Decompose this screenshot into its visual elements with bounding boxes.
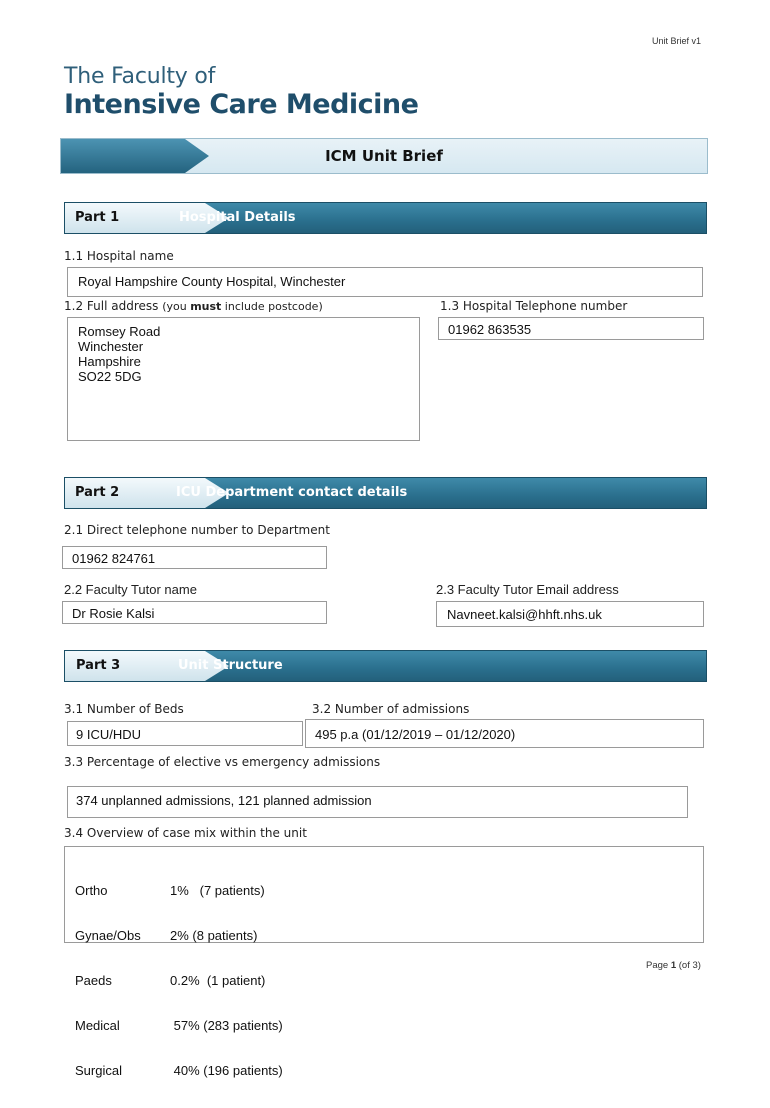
beds-field[interactable] <box>67 721 303 746</box>
title-banner <box>60 138 708 174</box>
casemix-value: 0.2% (1 patient) <box>170 973 266 988</box>
brand-line-1: The Faculty of <box>64 64 216 89</box>
tutor-email-value: Navneet.kalsi@hhft.nhs.uk <box>447 607 602 622</box>
hospital-phone-value: 01962 863535 <box>448 322 532 337</box>
elective-field[interactable] <box>67 786 688 818</box>
casemix-name: Ortho <box>75 883 108 898</box>
casemix-value: 40% (196 patients) <box>170 1063 283 1078</box>
hospital-phone-label: 1.3 Hospital Telephone number <box>440 299 628 313</box>
tutor-name-label: 2.2 Faculty Tutor name <box>64 582 197 597</box>
casemix-label: 3.4 Overview of case mix within the unit <box>64 826 307 840</box>
dept-phone-field[interactable] <box>62 546 327 569</box>
part-2-header <box>64 477 707 509</box>
address-line: Romsey Road <box>78 324 161 339</box>
page-suffix: (of 3) <box>676 960 701 971</box>
document-reference: Unit Brief v1 <box>652 36 702 46</box>
hospital-name-field[interactable] <box>67 267 703 297</box>
address-label <box>64 299 323 313</box>
hospital-name-label: 1.1 Hospital name <box>64 249 174 263</box>
brand-line-2: Intensive Care Medicine <box>64 89 419 120</box>
hospital-name-value: Royal Hampshire County Hospital, Winchester <box>78 274 346 289</box>
admissions-label: 3.2 Number of admissions <box>312 702 470 716</box>
beds-value: 9 ICU/HDU <box>76 727 142 742</box>
part-1-title: Hospital Details <box>179 210 296 225</box>
address-note-pre: (you <box>162 300 191 313</box>
part-2-label: Part 2 <box>75 485 120 500</box>
page-number <box>646 960 701 971</box>
casemix-value: 1% (7 patients) <box>170 883 265 898</box>
tutor-email-field[interactable] <box>436 601 704 627</box>
address-label-text: 1.2 Full address <box>64 299 163 313</box>
address-line: Winchester <box>78 339 144 354</box>
dept-phone-value: 01962 824761 <box>72 551 156 566</box>
casemix-value: 57% (283 patients) <box>170 1018 283 1033</box>
beds-label: 3.1 Number of Beds <box>64 702 184 716</box>
casemix-name: Surgical <box>75 1063 122 1078</box>
address-line: Hampshire <box>78 354 141 369</box>
part-1-label: Part 1 <box>75 210 120 225</box>
casemix-name: Gynae/Obs <box>75 928 141 943</box>
address-label-note <box>162 300 323 313</box>
elective-label: 3.3 Percentage of elective vs emergency admissions <box>64 755 381 769</box>
admissions-value: 495 p.a (01/12/2019 – 01/12/2020) <box>315 727 516 742</box>
page-current: 1 <box>670 960 677 971</box>
address-lines <box>78 324 160 384</box>
dept-phone-label: 2.1 Direct telephone number to Department <box>64 523 330 537</box>
casemix-name: Paeds <box>75 973 112 988</box>
address-note-post: include postcode) <box>221 300 323 313</box>
casemix-name: Medical <box>75 1018 120 1033</box>
address-note-bold: must <box>190 300 222 313</box>
page-title: ICM Unit Brief <box>325 147 443 165</box>
tutor-email-label: 2.3 Faculty Tutor Email address <box>436 582 619 597</box>
tutor-name-field[interactable] <box>62 601 327 624</box>
admissions-field[interactable] <box>305 719 704 748</box>
hospital-phone-field[interactable] <box>438 317 704 340</box>
casemix-row <box>75 883 283 898</box>
casemix-row <box>75 928 283 943</box>
elective-value: 374 unplanned admissions, 121 planned admission <box>76 793 372 808</box>
address-line: SO22 5DG <box>78 369 142 384</box>
casemix-row <box>75 973 283 988</box>
casemix-row <box>75 1063 283 1078</box>
casemix-list <box>75 853 283 1108</box>
part-3-header <box>64 650 707 682</box>
part-3-title: Unit Structure <box>178 658 283 673</box>
casemix-value: 2% (8 patients) <box>170 928 258 943</box>
casemix-row <box>75 1018 283 1033</box>
address-field[interactable] <box>67 317 420 441</box>
part-1-header <box>64 202 707 234</box>
tutor-name-value: Dr Rosie Kalsi <box>72 606 155 621</box>
part-2-title: ICU Department contact details <box>176 485 408 500</box>
page-prefix: Page <box>646 960 671 971</box>
part-3-label: Part 3 <box>76 658 121 673</box>
